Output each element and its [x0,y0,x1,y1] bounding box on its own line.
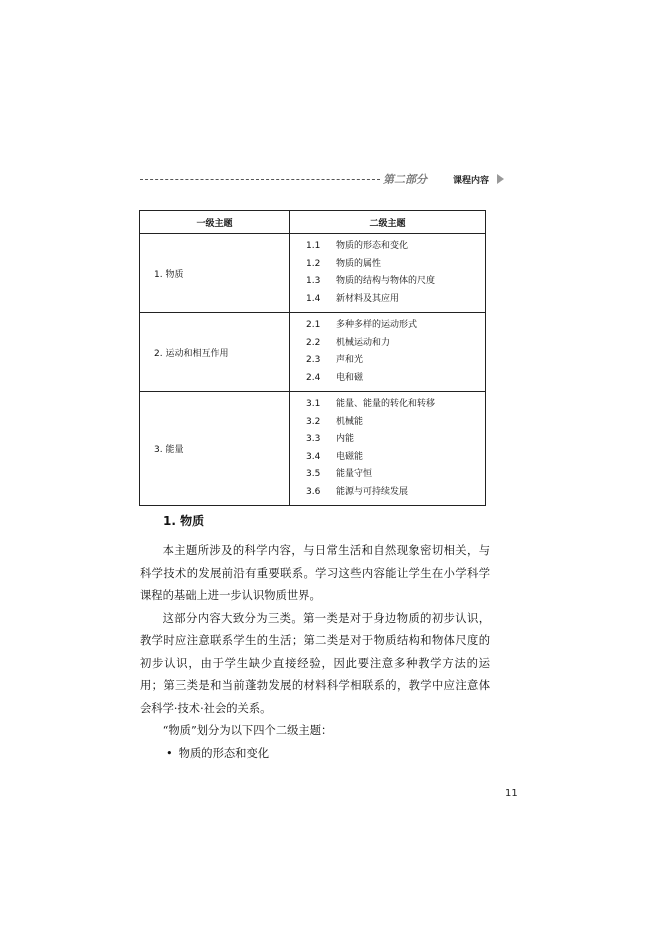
page-number: 11 [505,788,518,799]
header-dashed-rule [140,179,380,180]
col2-header: 二级主题 [290,211,486,234]
table-row [140,313,486,392]
bullet-text: 物质的形态和变化 [178,746,270,760]
subtopic: 3.2 机械能 [306,416,364,427]
subtopic: 2.1 多种多样的运动形式 [306,320,418,330]
header-triangle-icon [497,174,504,184]
subtopic: 1.2 物质的属性 [306,258,382,269]
body-text [140,540,490,765]
first-level-topic: 1. 物质 [140,234,290,313]
section-heading: 1. 物质 [163,514,205,528]
subtopic: 2.4 电和磁 [306,372,364,383]
header-section-title: 课程内容 [453,176,490,186]
subtopic: 1.1 物质的形态和变化 [306,241,409,251]
subtopic: 3.5 能量守恒 [306,469,373,479]
table-row [140,392,486,506]
paragraph: “物质”划分为以下四个二级主题： [162,724,333,737]
first-level-topic: 3. 能量 [140,392,290,506]
subtopic: 1.4 新材料及其应用 [306,293,400,304]
subtopic: 1.3 物质的结构与物体的尺度 [306,276,436,286]
second-level-topics [290,313,486,392]
bullet-item [140,743,490,766]
col1-header: 一级主题 [140,211,290,234]
topics-table [139,210,486,506]
second-level-topics [290,234,486,313]
subtopic: 3.1 能量、能量的转化和转移 [306,399,436,409]
subtopic: 2.3 声和光 [306,355,364,365]
second-level-topics [290,392,486,506]
paragraph: 本主题所涉及的科学内容，与日常生活和自然现象密切相关，与科学技术的发展前沿有重要联系。学习这些内容能让学生在小学科学课程的基础上进一步认识物质世界。 [140,544,490,602]
first-level-topic: 2. 运动和相互作用 [140,313,290,392]
subtopic: 3.3 内能 [306,434,355,444]
bullet-dot-icon: • [166,746,173,760]
running-header [140,170,502,190]
paragraph: 这部分内容大致分为三类。第一类是对于身边物质的初步认识，教学时应注意联系学生的生活；第二类是对于物质结构和物体尺度的初步认识，由于学生缺少直接经验，因此要注意多种教学方法的运用；第三类是和当前蓬勃发展的材料科学相联系的，教学中应注意体会科学·技术·社会的关系。 [140,611,490,715]
subtopic: 2.2 机械运动和力 [306,337,391,348]
subtopic: 3.4 电磁能 [306,451,364,462]
subtopic: 3.6 能源与可持续发展 [306,486,409,497]
header-part-title: 第二部分 [383,173,427,186]
table-header-row [140,211,486,234]
table-row [140,234,486,313]
